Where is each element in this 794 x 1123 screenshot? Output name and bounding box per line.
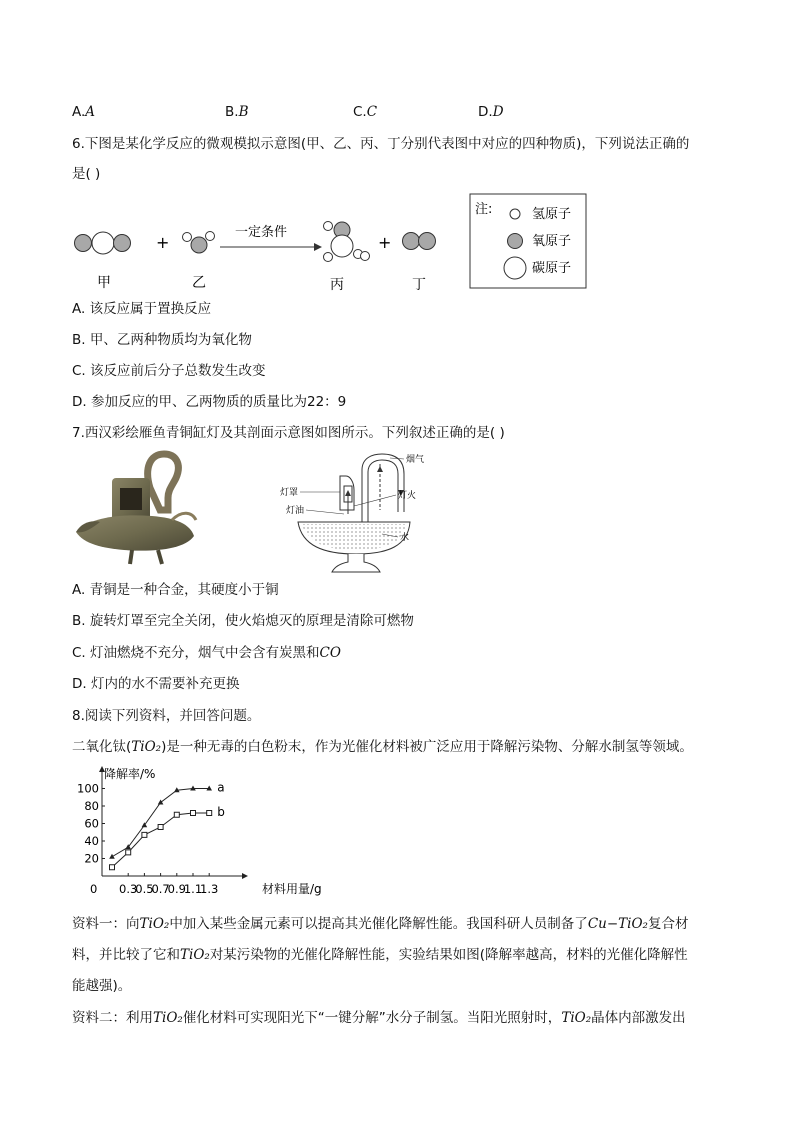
svg-text:氢原子: 氢原子 [532, 207, 572, 222]
goose-fish-lamp-photo [72, 450, 202, 568]
q6-stem-line1: 6.下图是某化学反应的微观模拟示意图(甲、乙、丙、丁分别代表图中对应的四种物质)，下列说法正确的 [72, 136, 690, 152]
data-point-b [174, 812, 179, 817]
q8-stem: 8.阅读下列资料，并回答问题。 [72, 708, 261, 724]
q7-option-a[interactable]: A. 青铜是一种合金，其硬度小于铜 [72, 582, 279, 598]
q6-option-d[interactable]: D. 参加反应的甲、乙两物质的质量比为22：9 [72, 394, 347, 410]
q5-option-d[interactable]: D.D [478, 104, 504, 120]
q8-material1-line1: 资料一：向TiO₂中加入某些金属元素可以提高其光催化降解性能。我国科研人员制备了Cu−TiO₂复合材 [72, 916, 689, 932]
reaction-condition: 一定条件 [235, 225, 288, 240]
molecule-bing [324, 222, 370, 262]
q5-option-b[interactable]: B.B [225, 104, 249, 120]
x-tick-label: 0.7 [151, 882, 170, 896]
label-lamp-oil: 灯油 [286, 506, 305, 516]
data-point-b [126, 850, 131, 855]
x-axis-label: 材料用量/g [262, 882, 322, 896]
q5-option-c[interactable]: C.C [353, 104, 378, 120]
svg-text:氧原子: 氧原子 [532, 234, 572, 249]
x-tick-label: 1.3 [200, 882, 219, 896]
q6-reaction-diagram [60, 190, 600, 300]
q8-intro: 二氧化钛(TiO₂)是一种无毒的白色粉末，作为光催化材料被广泛应用于降解污染物、分解水制氢等领域。 [72, 739, 693, 755]
svg-text:注:: 注: [475, 202, 493, 217]
q8-material2-line1: 资料二：利用TiO₂催化材料可实现阳光下“一键分解”水分子制氢。当阳光照射时，TiO₂晶体内部激发出 [72, 1010, 686, 1026]
y-tick-label: 40 [84, 834, 99, 848]
label-ding: 丁 [412, 277, 426, 293]
y-tick-label: 20 [84, 851, 99, 866]
label-jia: 甲 [97, 275, 111, 291]
series-label-a: a [217, 780, 225, 795]
data-point-b [142, 832, 147, 837]
q6-option-a[interactable]: A. 该反应属于置换反应 [72, 301, 212, 317]
molecule-yi [183, 232, 215, 254]
q6-option-b[interactable]: B. 甲、乙两种物质均为氧化物 [72, 332, 252, 348]
molecule-ding [403, 233, 436, 250]
arrow-head-icon [314, 243, 322, 251]
lamp-cross-section-diagram [278, 450, 458, 575]
y-axis-label: 降解率/% [104, 767, 156, 781]
y-tick-label: 80 [84, 799, 99, 813]
x-tick-label: 0.9 [167, 882, 186, 896]
q5-option-a[interactable]: A.A [72, 104, 96, 120]
series-line-a [112, 789, 209, 857]
data-point-a [109, 854, 115, 859]
q7-option-c[interactable]: C. 灯油燃烧不充分，烟气中会含有炭黑和CO [72, 645, 341, 661]
q6-option-c[interactable]: C. 该反应前后分子总数发生改变 [72, 363, 266, 379]
data-point-b [110, 865, 115, 870]
plus-sign: + [156, 233, 170, 252]
series-line-b [112, 813, 209, 867]
data-point-a [158, 800, 164, 805]
q7-option-d[interactable]: D. 灯内的水不需要补充更换 [72, 676, 240, 692]
y-tick-label: 100 [77, 781, 99, 796]
q7-stem: 7.西汉彩绘雁鱼青铜缸灯及其剖面示意图如图所示。下列叙述正确的是( ) [72, 425, 505, 441]
label-smoke: 烟气 [406, 455, 425, 465]
data-point-b [158, 825, 163, 830]
q8-material1-line3: 能越强)。 [72, 978, 132, 994]
q7-option-b[interactable]: B. 旋转灯罩至完全关闭，使火焰熄灭的原理是清除可燃物 [72, 613, 414, 629]
label-yi: 乙 [192, 275, 206, 291]
atom-legend [470, 194, 586, 288]
x-tick-label: 1.1 [183, 882, 203, 896]
series-label-b: b [217, 805, 225, 819]
svg-text:碳原子: 碳原子 [532, 261, 572, 276]
label-lamp-shade: 灯罩 [280, 488, 299, 498]
molecule-jia [75, 232, 131, 254]
x-tick-label: 0.3 [119, 882, 138, 896]
y-tick-label: 60 [84, 816, 99, 831]
x-tick-label: 0.5 [135, 882, 154, 896]
plus-sign-2: + [378, 233, 392, 252]
hydrogen-atom-icon [510, 209, 520, 219]
x-axis-arrow-icon [242, 873, 248, 879]
q8-material1-line2: 料，并比较了它和TiO₂对某污染物的光催化降解性能，实验结果如图(降解率越高，材料的光催化降解性 [72, 947, 688, 963]
carbon-atom-icon [504, 257, 526, 279]
data-point-b [191, 811, 196, 816]
label-bing: 丙 [330, 277, 344, 293]
data-point-b [207, 811, 212, 816]
degradation-rate-chart [77, 764, 340, 896]
label-water: 水 [400, 533, 410, 543]
oxygen-atom-icon [508, 234, 523, 249]
q6-stem-line2: 是( ) [72, 166, 101, 182]
label-flame: 灯火 [398, 491, 417, 501]
x-tick-label: 0 [90, 882, 98, 896]
